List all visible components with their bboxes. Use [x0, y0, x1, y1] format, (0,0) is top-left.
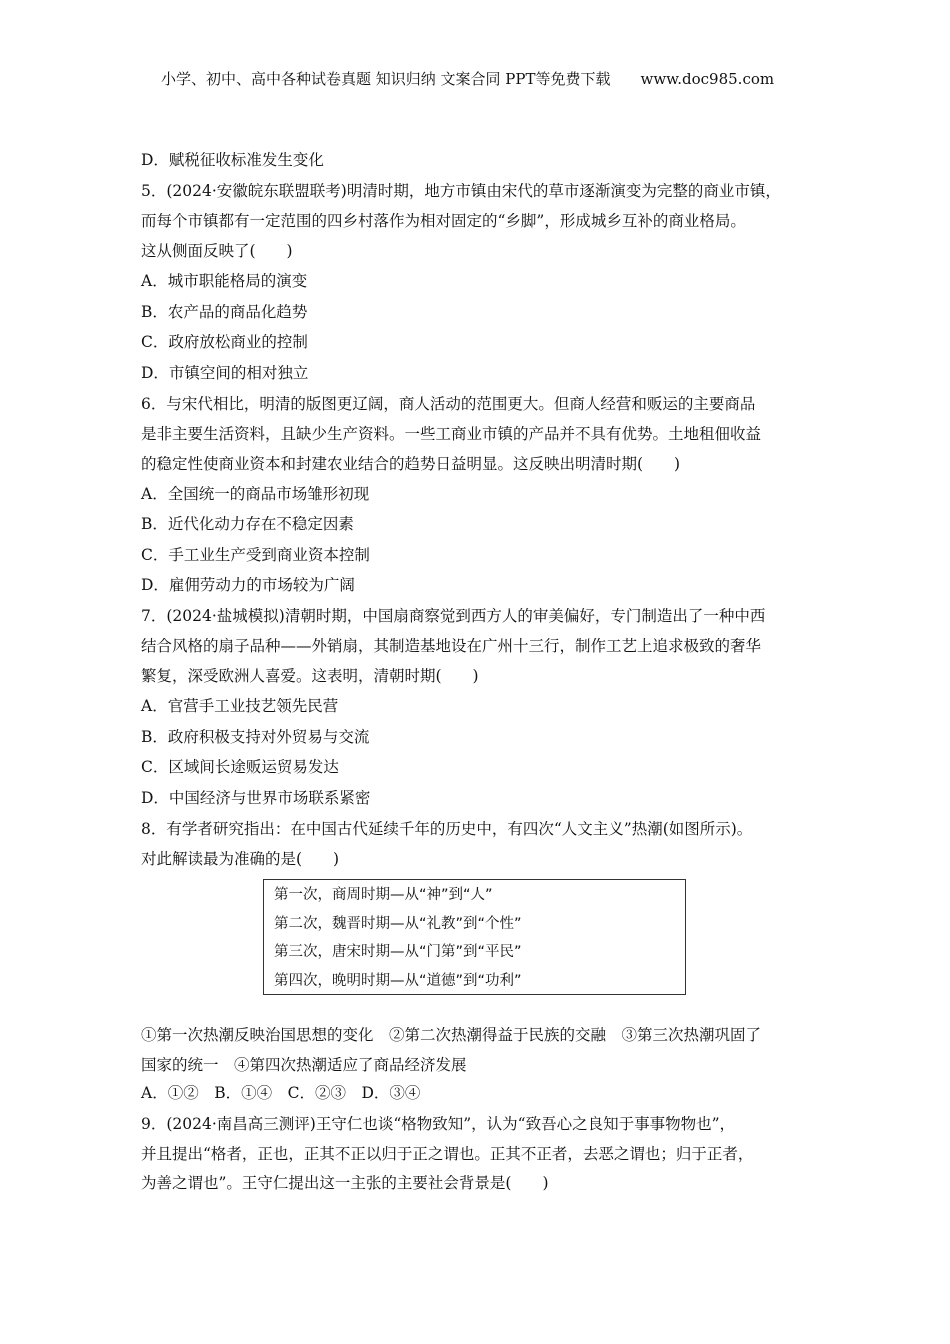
text-line: 并且提出“格者，正也，正其不正以归于正之谓也。正其不正者，去恶之谓也；归于正者，	[141, 1145, 754, 1163]
text-line: B．政府积极支持对外贸易与交流	[141, 728, 370, 746]
text-line: D．雇佣劳动力的市场较为广阔	[141, 576, 355, 594]
header-url: www.doc985.com	[640, 70, 775, 88]
text-line: 为善之谓也”。王守仁提出这一主张的主要社会背景是( )	[141, 1174, 549, 1192]
text-line: 是非主要生活资料，且缺少生产资料。一些工商业市镇的产品并不具有优势。土地租佃收益	[141, 425, 762, 443]
text-line: D．市镇空间的相对独立	[141, 364, 309, 382]
text-line: A．官营手工业技艺领先民营	[141, 697, 339, 715]
text-line: A．全国统一的商品市场雏形初现	[141, 485, 370, 503]
text-line: A．城市职能格局的演变	[141, 272, 308, 290]
text-line: A．①② B．①④ C．②③ D．③④	[141, 1084, 421, 1102]
text-line: 8．有学者研究指出：在中国古代延续千年的历史中，有四次“人文主义”热潮(如图所示)。	[141, 820, 753, 838]
text-line: 5．(2024·安徽皖东联盟联考)明清时期，地方市镇由宋代的草市逐渐演变为完整的商业市镇，	[141, 182, 781, 200]
text-line: 对此解读最为准确的是( )	[141, 850, 340, 868]
text-line: 这从侧面反映了( )	[141, 242, 293, 260]
text-line: C．手工业生产受到商业资本控制	[141, 546, 370, 564]
figure-row: 第二次，魏晋时期—从“礼教”到“个性”	[274, 916, 522, 932]
text-line: ①第一次热潮反映治国思想的变化 ②第二次热潮得益于民族的交融 ③第三次热潮巩固了	[141, 1026, 762, 1044]
figure-row: 第一次，商周时期—从“神”到“人”	[274, 887, 493, 903]
text-line: B．近代化动力存在不稳定因素	[141, 515, 354, 533]
figure-row: 第三次，唐宋时期—从“门第”到“平民”	[274, 944, 522, 960]
figure-row: 第四次，晚明时期—从“道德”到“功利”	[274, 973, 522, 989]
text-line: 而每个市镇都有一定范围的四乡村落作为相对固定的“乡脚”，形成城乡互补的商业格局。	[141, 212, 746, 230]
text-line: 的稳定性使商业资本和封建农业结合的趋势日益明显。这反映出明清时期( )	[141, 455, 681, 473]
text-line: C．区域间长途贩运贸易发达	[141, 758, 339, 776]
text-line: 9．(2024·南昌高三测评)王守仁也谈“格物致知”，认为“致吾心之良知于事事物物也”，	[141, 1115, 736, 1133]
page-header	[161, 68, 774, 89]
header-text: 小学、初中、高中各种试卷真题 知识归纳 文案合同 PPT等免费下载	[161, 70, 611, 88]
text-line: 繁复，深受欧洲人喜爱。这表明，清朝时期( )	[141, 667, 479, 685]
text-line: D．中国经济与世界市场联系紧密	[141, 789, 371, 807]
text-line: 国家的统一 ④第四次热潮适应了商品经济发展	[141, 1056, 467, 1074]
text-line: 结合风格的扇子品种——外销扇，其制造基地设在广州十三行，制作工艺上追求极致的奢华	[141, 637, 762, 655]
humanism-figure	[263, 879, 686, 995]
text-line: 6．与宋代相比，明清的版图更辽阔，商人活动的范围更大。但商人经营和贩运的主要商品	[141, 395, 756, 413]
text-line: C．政府放松商业的控制	[141, 333, 308, 351]
text-line: 7．(2024·盐城模拟)清朝时期，中国扇商察觉到西方人的审美偏好，专门制造出了一种中西	[141, 607, 766, 625]
text-line: B．农产品的商品化趋势	[141, 303, 308, 321]
text-line: D．赋税征收标准发生变化	[141, 151, 324, 169]
